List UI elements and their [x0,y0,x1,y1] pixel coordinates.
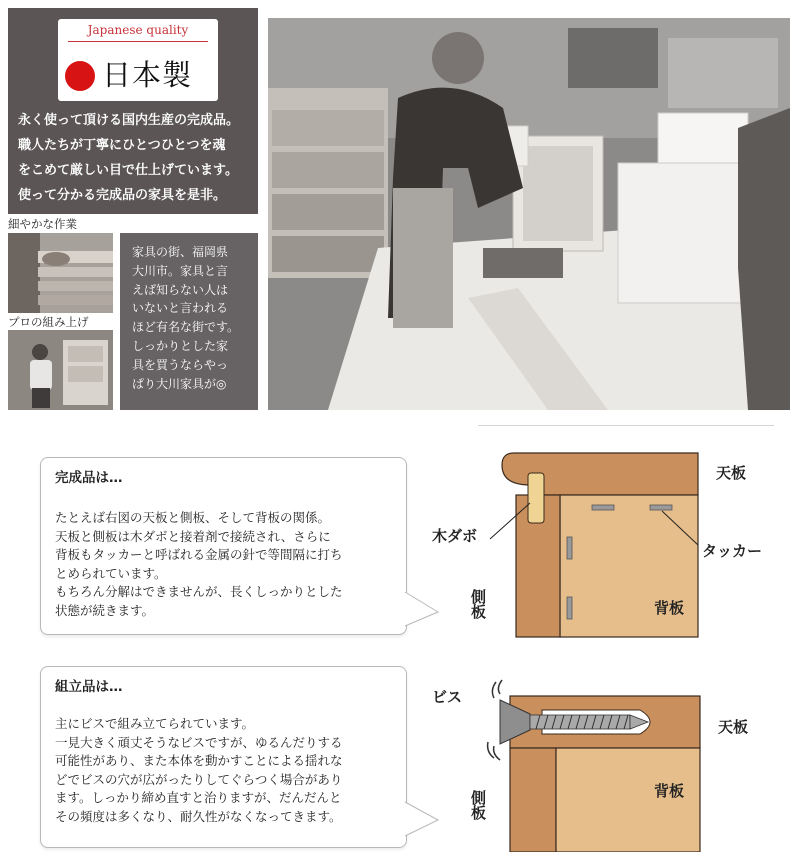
wobble-mark-icon [494,746,500,760]
finished-line: 天板と側板は木ダボと接着剤で接続され、さらに [55,528,331,544]
caption-detail-work: 細やかな作業 [8,217,77,231]
label-side-board-text: 側板 [469,589,487,619]
japan-quality-panel [8,8,258,214]
made-in-japan-text: 日本製 [102,58,193,92]
label-back-board: 背板 [654,599,685,617]
okawa-line: いないと言われる [132,301,229,316]
assembled-screw-diagram [430,672,790,852]
okawa-line: 大川市。家具と言 [132,263,229,278]
detail-work-illustration [8,233,113,313]
finished-line: もちろん分解はできませんが、長くしっかりとした [55,584,343,599]
japan-flag-icon [65,61,95,91]
back-board-shape [556,748,700,852]
tacker-staple [567,597,572,619]
assembled-line: その頻度は多くなり、耐久性がなくなってきます。 [55,808,342,824]
assembly-illustration [8,330,113,410]
dowel-shape [528,473,544,523]
finished-description [55,509,405,620]
label-side-board [469,588,487,620]
wobble-mark-icon [492,682,496,698]
finished-line: 状態が続きます。 [55,602,155,618]
finished-line: とめられています。 [55,565,167,581]
okawa-line: ぱり大川家具が◎ [132,376,227,391]
tacker-staple [567,537,572,559]
assembled-line: 主にビスで組み立てられています。 [55,716,255,731]
label-screw: ビス [432,688,463,706]
label-dowel: 木ダボ [432,527,478,545]
hero-line: 職人たちが丁寧にひとつひとつを魂 [18,138,226,153]
finished-line: 背板もタッカーと呼ばれる金属の針で等間隔に打ち [55,547,343,562]
label-side-board [469,789,487,821]
hero-line: をこめて厳しい目で仕上げています。 [18,163,238,178]
okawa-line: ほど有名な街です。 [132,320,240,335]
finished-product-box [40,457,407,635]
hero-line: 永く使って頂ける国内生産の完成品。 [18,113,240,128]
wobble-mark-icon [498,680,502,694]
photo-assembly [8,330,113,410]
label-back-board: 背板 [654,782,685,800]
tacker-staple [650,505,672,510]
okawa-description [132,243,252,393]
tacker-staple [592,505,614,510]
label-top-board: 天板 [718,718,749,736]
badge-divider [68,41,208,42]
assembled-title: 組立品は… [55,679,123,695]
assembled-product-box [40,666,407,848]
okawa-info-panel [120,233,258,410]
label-tacker: タッカー [702,542,763,560]
assembled-line: 可能性があり、また本体を動かすことによる揺れな [55,753,343,768]
finished-joint-diagram [430,445,790,645]
okawa-line: 家具の街、福岡県 [132,245,229,259]
photo-detail-work [8,233,113,313]
quality-label: Japanese quality [87,23,189,37]
assembled-line: ます。しっかり締め直すと治りますが、だんだんと [55,790,342,805]
hero-line: 使って分かる完成品の家具を是非。 [18,188,227,203]
label-top-board: 天板 [716,464,747,482]
caption-assembly: プロの組み上げ [8,315,89,329]
hero-description [18,108,258,208]
okawa-line: 具を買うならやっ [132,357,229,372]
okawa-line: しっかりとした家 [132,338,229,353]
finished-title: 完成品は… [55,470,123,486]
side-board-shape [510,748,556,852]
assembled-description [55,715,405,826]
finished-line: たとえば右図の天板と側板、そして背板の関係。 [55,510,331,525]
assembled-line: どでビスの穴が広がったりしてぐらつく場合があり [55,771,343,787]
photo-craftsman-workshop [268,18,790,410]
workshop-illustration [268,18,790,410]
assembled-line: 一見大きく頑丈そうなビスですが、ゆるんだりする [55,734,343,750]
section-divider [478,425,774,426]
okawa-line: えば知らない人は [132,282,229,297]
label-side-board-text: 側板 [469,790,487,820]
made-in-japan-badge [58,19,218,101]
